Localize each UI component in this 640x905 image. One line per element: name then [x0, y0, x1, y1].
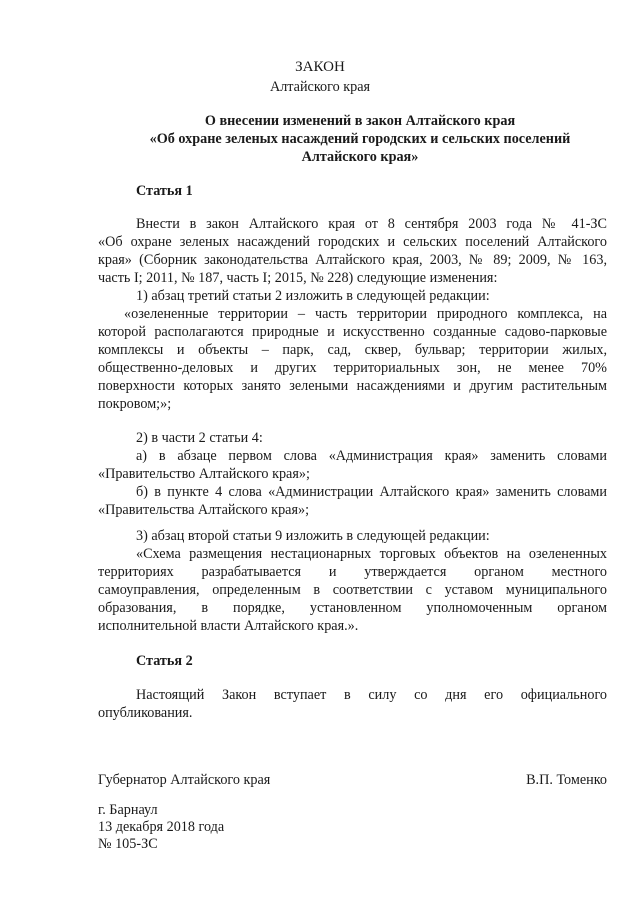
item-3-intro: 3) абзац второй статьи 9 изложить в следующей редакции: — [136, 528, 490, 544]
signature-position: Губернатор Алтайского края — [98, 772, 271, 788]
item-2-intro: 2) в части 2 статьи 4: — [136, 430, 263, 446]
law-heading — [120, 112, 600, 166]
document-footer — [98, 802, 224, 853]
article-1-title: Статья 1 — [136, 183, 193, 199]
text-line: часть I; 2011, № 187, часть I; 2015, № 228) следующие изменения: — [98, 270, 498, 286]
article-2-title: Статья 2 — [136, 653, 193, 669]
item-1-intro: 1) абзац третий статьи 2 изложить в следующей редакции: — [136, 288, 490, 304]
text-line: а) в абзаце первом слова «Администрация края» заменить словами — [136, 448, 607, 464]
text-line: самоуправления, определенным в соответствии с уставом муниципального — [98, 582, 607, 598]
signature-name: В.П. Томенко — [526, 772, 607, 788]
text-line: комплексы и объекты – парк, сад, сквер, бульвар; территории жилых, — [98, 342, 607, 358]
text-line: Настоящий Закон вступает в силу со дня его официального — [136, 687, 607, 703]
text-line: которой располагаются природные и искусственно созданные садово-парковые — [98, 324, 607, 340]
text-line: «озелененные территории – часть территории природного комплекса, на — [124, 306, 607, 322]
text-line: «Схема размещения нестационарных торговых объектов на озелененных — [136, 546, 607, 562]
text-line: поверхности которых занято зелеными насаждениями и другим растительным — [98, 378, 607, 394]
law-region: Алтайского края — [269, 79, 371, 95]
heading-line: О внесении изменений в закон Алтайского края — [204, 113, 516, 129]
text-line: опубликования. — [98, 705, 193, 721]
heading-line: «Об охране зеленых насаждений городских и сельских поселений — [149, 131, 571, 147]
footer-date: 13 декабря 2018 года — [98, 819, 225, 835]
text-line: края» (Сборник законодательства Алтайского края, 2003, № 89; 2009, № 163, — [98, 252, 607, 268]
footer-number: № 105-ЗС — [98, 836, 158, 852]
text-line: образования, в порядке, установленном уполномоченным органом — [98, 600, 607, 616]
heading-line: Алтайского края» — [301, 149, 419, 165]
footer-city: г. Барнаул — [98, 802, 158, 818]
text-line: территориях разрабатывается и утверждается органом местного — [98, 564, 607, 580]
article-1-item-3 — [98, 527, 607, 635]
article-1-item-2 — [98, 429, 607, 519]
law-title: ЗАКОН — [295, 59, 345, 75]
text-line: покровом;»; — [98, 396, 172, 412]
text-line: «Правительства Алтайского края»; — [98, 502, 310, 518]
text-line: б) в пункте 4 слова «Администрации Алтайского края» заменить словами — [136, 484, 607, 500]
article-2-text — [98, 686, 607, 722]
text-line: Внести в закон Алтайского края от 8 сентября 2003 года № 41-ЗС — [136, 216, 607, 232]
text-line: «Правительство Алтайского края»; — [98, 466, 310, 482]
text-line: общественно-деловых и других территориальных зон, не менее 70% — [98, 360, 607, 376]
article-1-intro — [98, 215, 607, 413]
text-line: «Об охране зеленых насаждений городских и сельских поселений Алтайского — [98, 234, 607, 250]
text-line: исполнительной власти Алтайского края.». — [98, 618, 359, 634]
